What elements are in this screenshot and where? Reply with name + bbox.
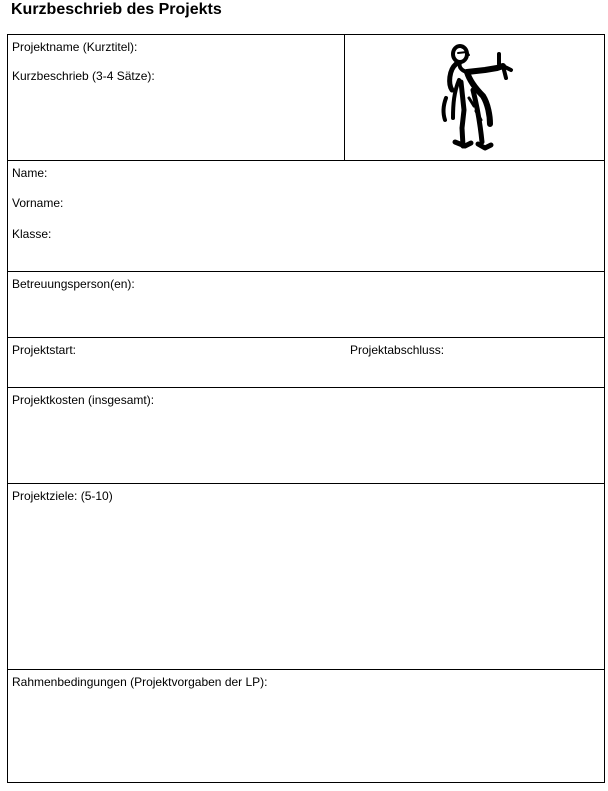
costs-row (8, 388, 605, 484)
project-form-table (7, 34, 605, 783)
constraints-row (8, 670, 605, 783)
project-row (8, 35, 605, 161)
project-name-label: Projektname (Kurztitel): (12, 40, 138, 54)
goals-cell[interactable] (8, 484, 605, 670)
person-row (8, 161, 605, 272)
dates-row (8, 338, 605, 388)
firstname-label: Vorname: (12, 196, 64, 210)
costs-cell[interactable] (8, 388, 605, 484)
person-info-cell[interactable] (8, 161, 605, 272)
project-info-cell[interactable] (8, 35, 345, 161)
project-start-label: Projektstart: (12, 343, 77, 357)
supervisors-cell[interactable] (8, 272, 605, 338)
class-label: Klasse: (12, 227, 52, 241)
document-title: Kurzbeschrieb des Projekts (11, 1, 222, 18)
figure-sketch-icon (433, 42, 523, 154)
supervisors-row (8, 272, 605, 338)
illustration-cell (345, 35, 605, 161)
name-label: Name: (12, 166, 48, 180)
constraints-cell[interactable] (8, 670, 605, 783)
project-summary-label: Kurzbeschrieb (3-4 Sätze): (12, 69, 155, 83)
supervisors-label: Betreuungsperson(en): (12, 277, 135, 291)
constraints-label: Rahmenbedingungen (Projektvorgaben der LP): (12, 675, 268, 689)
goals-row (8, 484, 605, 670)
project-goals-label: Projektziele: (5-10) (12, 489, 113, 503)
project-end-label: Projektabschluss: (350, 343, 445, 357)
dates-cell[interactable] (8, 338, 605, 388)
project-costs-label: Projektkosten (insgesamt): (12, 393, 155, 407)
